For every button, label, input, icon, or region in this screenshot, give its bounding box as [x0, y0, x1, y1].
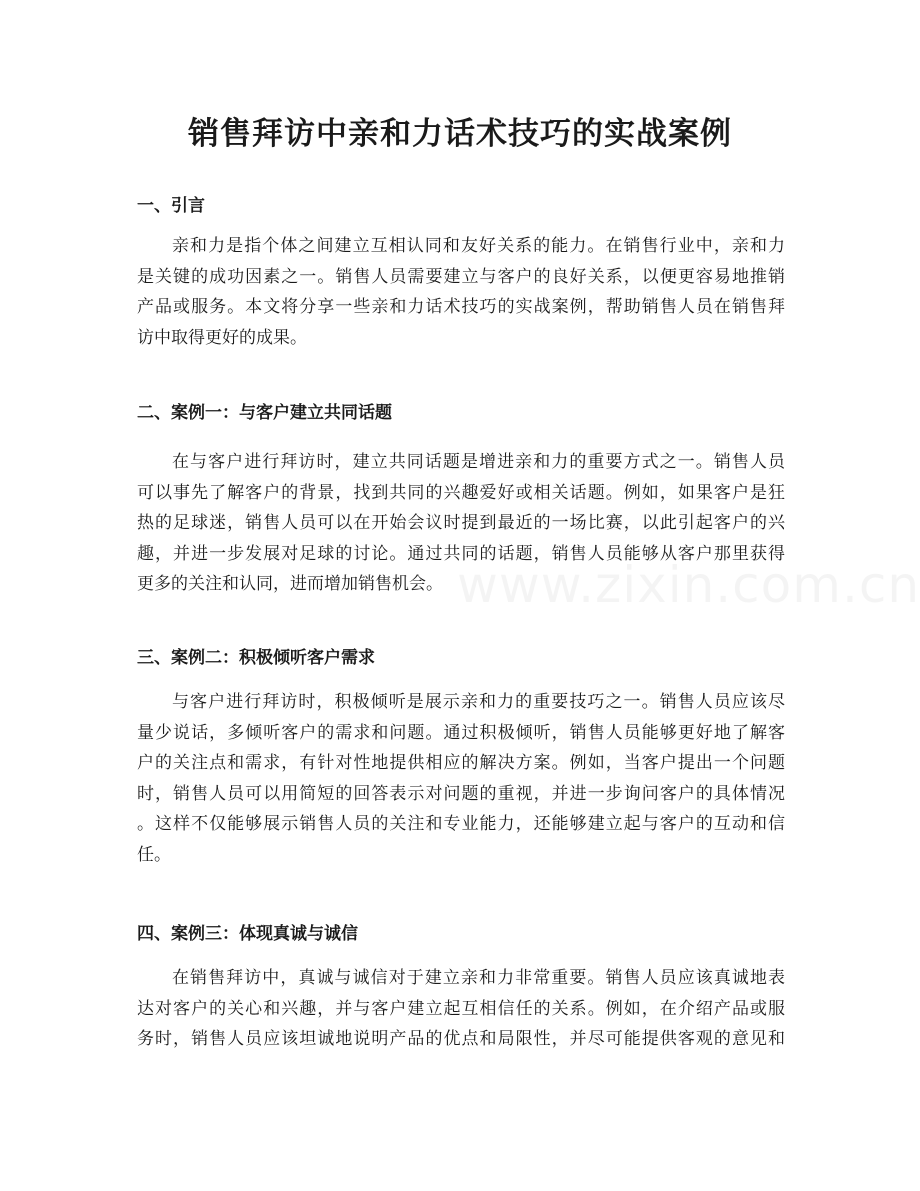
paragraph-line: 访中取得更好的成果。: [137, 327, 307, 348]
section-paragraph-intro: [137, 231, 785, 353]
section-paragraph-case-1: [137, 447, 785, 600]
section-paragraph-case-2: [137, 687, 785, 870]
paragraph-line: 。这样不仅能够展示销售人员的关注和专业能力，还能够建立起与客户的互动和信: [137, 814, 785, 834]
paragraph-line: 趣，并进一步发展对足球的讨论。通过共同的话题，销售人员能够从客户那里获得: [137, 543, 785, 564]
paragraph-line: 在与客户进行拜访时，建立共同话题是增进亲和力的重要方式之一。销售人员: [172, 452, 785, 472]
paragraph-line: 是关键的成功因素之一。销售人员需要建立与客户的良好关系，以便更容易地推销: [137, 266, 785, 287]
paragraph-line: 在销售拜访中，真诚与诚信对于建立亲和力非常重要。销售人员应该真诚地表: [172, 968, 785, 988]
section-paragraph-case-3: [137, 963, 785, 1055]
section-heading-case-2: 三、案例二：积极倾听客户需求: [137, 648, 375, 668]
paragraph-line: 任。: [137, 844, 171, 865]
section-heading-case-3: 四、案例三：体现真诚与诚信: [137, 924, 358, 944]
paragraph-line: 户的关注点和需求，有针对性地提供相应的解决方案。例如，当客户提出一个问题: [137, 753, 785, 773]
paragraph-line: 更多的关注和认同，进而增加销售机会。: [137, 574, 443, 594]
paragraph-line: 时，销售人员可以用简短的回答表示对问题的重视，并进一步询问客户的具体情况: [137, 783, 785, 804]
paragraph-line: 与客户进行拜访时，积极倾听是展示亲和力的重要技巧之一。销售人员应该尽: [172, 692, 785, 712]
section-heading-intro: 一、引言: [137, 196, 205, 216]
paragraph-line: 可以事先了解客户的背景，找到共同的兴趣爱好或相关话题。例如，如果客户是狂: [137, 482, 785, 503]
paragraph-line: 务时，销售人员应该坦诚地说明产品的优点和局限性，并尽可能提供客观的意见和: [137, 1029, 785, 1049]
paragraph-line: 量少说话，多倾听客户的需求和问题。通过积极倾听，销售人员能够更好地了解客: [137, 722, 785, 743]
paragraph-line: 达对客户的关心和兴趣，并与客户建立起互相信任的关系。例如，在介绍产品或服: [137, 998, 785, 1019]
paragraph-line: 产品或服务。本文将分享一些亲和力话术技巧的实战案例，帮助销售人员在销售拜: [137, 297, 785, 317]
section-heading-case-1: 二、案例一：与客户建立共同话题: [137, 403, 392, 423]
paragraph-line: 热的足球迷，销售人员可以在开始会议时提到最近的一场比赛，以此引起客户的兴: [137, 513, 785, 533]
page-title: 销售拜访中亲和力话术技巧的实战案例: [188, 116, 732, 152]
paragraph-line: 亲和力是指个体之间建立互相认同和友好关系的能力。在销售行业中，亲和力: [172, 236, 785, 256]
